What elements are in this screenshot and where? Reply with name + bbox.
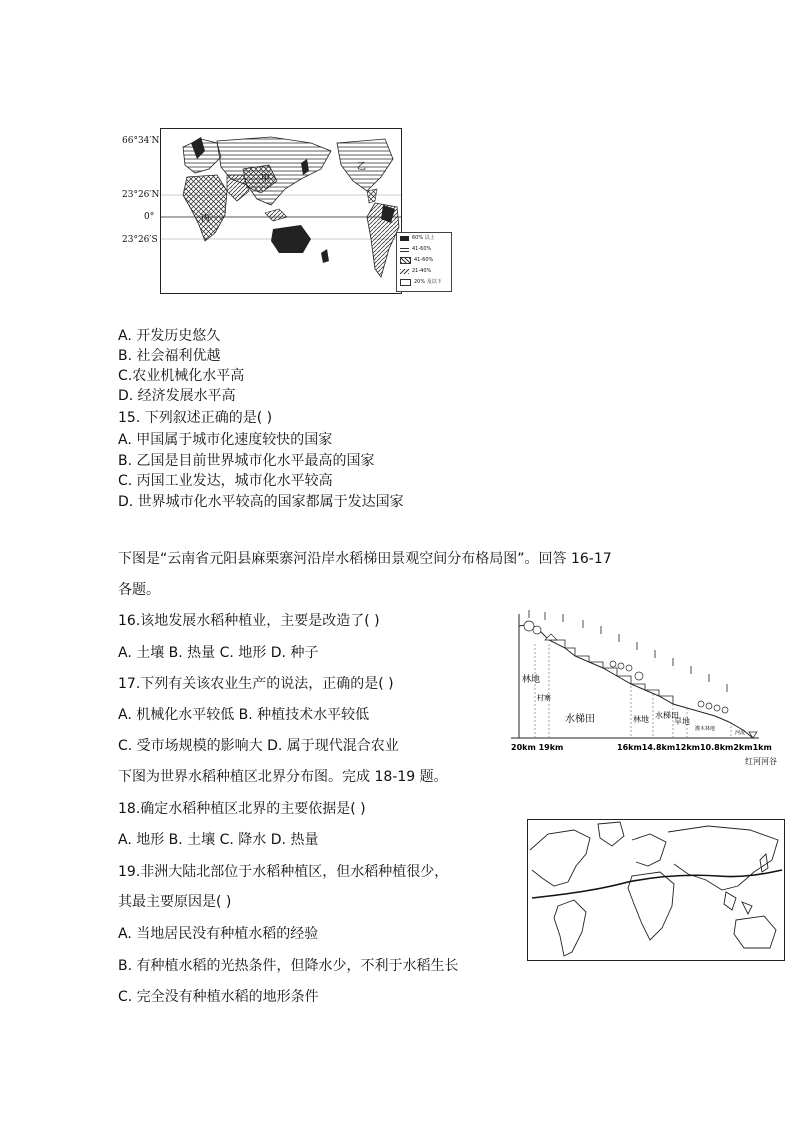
q15-option-b: B. 乙国是目前世界城市化水平最高的国家 bbox=[118, 453, 375, 469]
zone-label-village: 村寨 bbox=[537, 694, 551, 702]
q14-option-b: B. 社会福利优越 bbox=[118, 348, 221, 364]
legend-row bbox=[397, 255, 451, 266]
rice-north-boundary-line bbox=[532, 870, 782, 898]
rice-boundary-svg bbox=[528, 820, 784, 960]
legend-row bbox=[397, 277, 451, 288]
legend-label: 41-60% bbox=[414, 257, 434, 263]
zone-label-terrace-1: 水梯田 bbox=[565, 714, 595, 725]
q18-options: A. 地形 B. 土壤 C. 降水 D. 热量 bbox=[118, 832, 319, 848]
world-map-frame bbox=[160, 128, 402, 294]
q19-option-a: A. 当地居民没有种植水稻的经验 bbox=[118, 926, 319, 942]
q19-option-b: B. 有种植水稻的光热条件，但降水少，不利于水稻生长 bbox=[118, 958, 459, 974]
legend-row bbox=[397, 244, 451, 255]
q15-stem: 15. 下列叙述正确的是( ) bbox=[118, 410, 273, 426]
urbanization-figure bbox=[118, 128, 458, 296]
zone-label-river: 河流 bbox=[735, 730, 746, 736]
intro-16-17-line1: 下图是“云南省元阳县麻栗寨河沿岸水稻梯田景观空间分布格局图”。回答 16-17 bbox=[118, 551, 612, 567]
lat-label-2326n: 23°26′N bbox=[122, 190, 160, 200]
q15-option-c: C. 丙国工业发达，城市化水平较高 bbox=[118, 473, 333, 489]
map-mark-yi: 乙 bbox=[357, 162, 367, 172]
zone-label-forest-1: 林地 bbox=[522, 675, 541, 685]
terrace-figure bbox=[505, 604, 791, 770]
intro-16-17-line2: 各题。 bbox=[118, 582, 160, 598]
map-legend bbox=[396, 232, 452, 292]
q16-options: A. 土壤 B. 热量 C. 地形 D. 种子 bbox=[118, 645, 319, 661]
distance-left: 20km 19km bbox=[511, 743, 564, 752]
map-mark-jia: 甲 bbox=[261, 174, 271, 184]
distance-right: 16km14.8km12km10.8km2km1km bbox=[617, 743, 772, 752]
rice-boundary-map bbox=[527, 819, 785, 961]
legend-label: 20% 及以下 bbox=[414, 279, 442, 285]
legend-swatch bbox=[400, 269, 409, 274]
intro-18-19: 下图为世界水稻种植区北界分布图。完成 18-19 题。 bbox=[118, 769, 448, 785]
lat-label-6634n: 66°34′N bbox=[122, 136, 160, 146]
zone-label-terrace-2: 水梯田 bbox=[655, 711, 679, 720]
river-label: 红河河谷 bbox=[745, 757, 777, 766]
legend-swatch bbox=[400, 247, 409, 252]
zone-label-shrub: 灌木林地 bbox=[695, 726, 716, 732]
legend-swatch bbox=[400, 257, 411, 264]
lat-label-equator: 0° bbox=[144, 212, 155, 222]
q17-options-cd: C. 受市场规模的影响大 D. 属于现代混合农业 bbox=[118, 738, 399, 754]
world-map bbox=[161, 129, 401, 293]
lat-label-2326s: 23°26′S bbox=[122, 235, 158, 245]
q17-options-ab: A. 机械化水平较低 B. 种植技术水平较低 bbox=[118, 707, 370, 723]
q14-option-c: C.农业机械化水平高 bbox=[118, 368, 245, 384]
q19-stem-line1: 19.非洲大陆北部位于水稻种植区，但水稻种植很少， bbox=[118, 864, 449, 880]
q16-stem: 16.该地发展水稻种植业，主要是改造了( ) bbox=[118, 613, 380, 629]
legend-label: 60% 以上 bbox=[412, 235, 435, 241]
legend-row bbox=[397, 233, 451, 244]
q19-stem-line2: 其最主要原因是( ) bbox=[118, 894, 232, 910]
q15-option-a: A. 甲国属于城市化速度较快的国家 bbox=[118, 432, 333, 448]
legend-row bbox=[397, 266, 451, 277]
map-mark-bing: 丙 bbox=[201, 214, 211, 224]
q15-option-d: D. 世界城市化水平较高的国家都属于发达国家 bbox=[118, 494, 404, 510]
q14-option-a: A. 开发历史悠久 bbox=[118, 328, 221, 344]
q14-option-d: D. 经济发展水平高 bbox=[118, 388, 236, 404]
q18-stem: 18.确定水稻种植区北界的主要依据是( ) bbox=[118, 801, 366, 817]
legend-label: 41-60% bbox=[412, 246, 432, 252]
legend-swatch bbox=[400, 279, 411, 286]
q19-option-c: C. 完全没有种植水稻的地形条件 bbox=[118, 989, 319, 1005]
zone-label-dryland: 旱地 bbox=[674, 717, 690, 726]
zone-label-forest-2: 林地 bbox=[633, 715, 649, 724]
q17-stem: 17.下列有关该农业生产的说法，正确的是( ) bbox=[118, 676, 394, 692]
legend-swatch bbox=[400, 236, 409, 241]
terrace-profile bbox=[505, 604, 791, 770]
legend-label: 21-40% bbox=[412, 268, 432, 274]
